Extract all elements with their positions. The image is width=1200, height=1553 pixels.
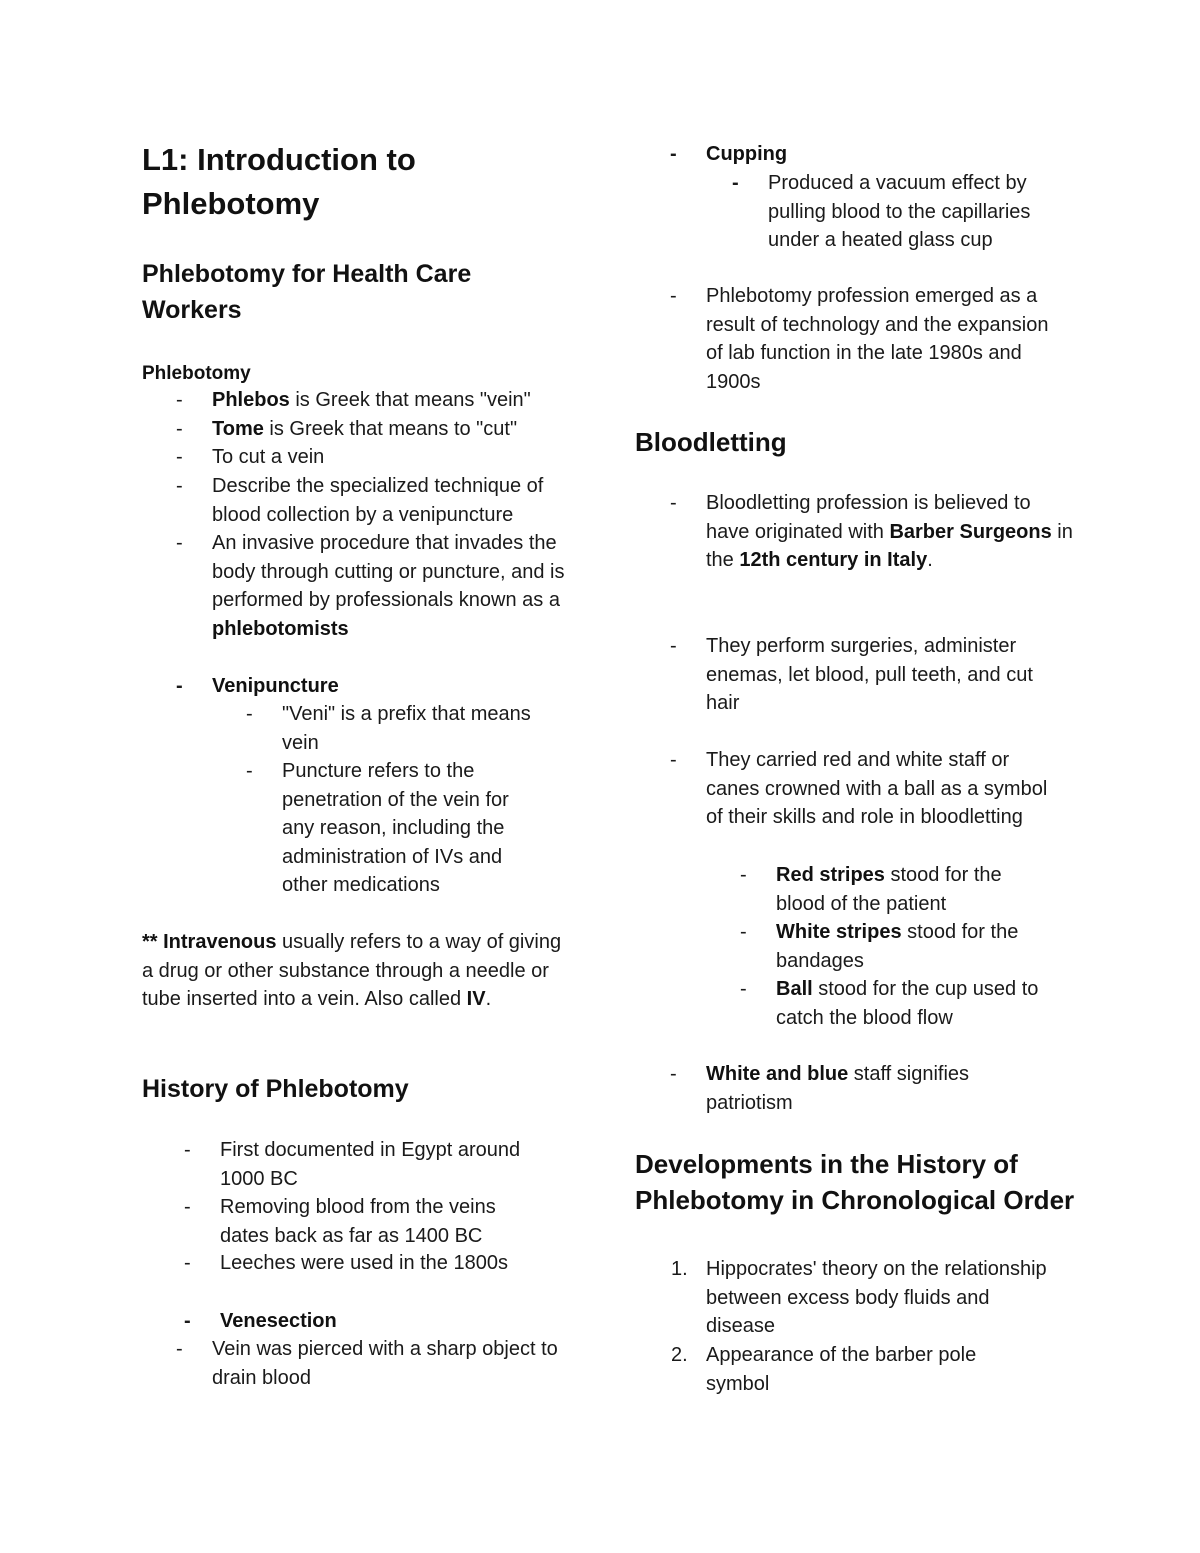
bullet-dash: -	[670, 285, 677, 307]
phlebotomy-heading: Phlebotomy	[142, 363, 251, 384]
list-item: Appearance of the barber pole symbol	[706, 1344, 977, 1395]
list-item: Phlebotomy profession emerged as a result of technology and the expansion of lab function in the late 1980s and 1900s	[706, 285, 1049, 393]
symbol-desc: stood for the blood of the patient	[776, 864, 1002, 915]
subtitle-heading: Phlebotomy for Health Care Workers	[142, 260, 472, 324]
list-number: 1.	[671, 1258, 688, 1280]
cupping-term: Cupping	[706, 143, 788, 165]
tome-definition: is Greek that means to "cut"	[263, 418, 518, 440]
venesection-term: Venesection	[220, 1310, 337, 1332]
list-item: "Veni" is a prefix that means vein	[282, 703, 531, 754]
origin-mid: in the	[706, 520, 1073, 571]
phlebos-definition: is Greek that means "vein"	[289, 389, 531, 411]
list-item	[212, 529, 572, 643]
list-item	[706, 1060, 1026, 1117]
century-term: 12th century in Italy	[739, 549, 928, 571]
list-item: Puncture refers to the penetration of the vein for any reason, including the administration of IVs and other medications	[282, 760, 509, 896]
list-item: Removing blood from the veins dates back as far as 1400 BC	[220, 1196, 496, 1247]
red-stripes-term: Red stripes	[776, 864, 885, 886]
intravenous-note	[142, 928, 562, 1014]
white-and-blue-term: White and blue	[706, 1063, 849, 1085]
list-item	[776, 918, 1056, 975]
history-heading: History of Phlebotomy	[142, 1075, 409, 1103]
bullet-dash: -	[732, 172, 739, 194]
bullet-dash: -	[176, 532, 183, 554]
bullet-dash: -	[176, 446, 183, 468]
note-body: usually refers to a way of giving a drug or other substance through a needle or tube inserted into a vein. Also called	[142, 931, 562, 1010]
list-item: Leeches were used in the 1800s	[220, 1252, 508, 1274]
list-item: They perform surgeries, administer enemas, let blood, pull teeth, and cut hair	[706, 635, 1033, 714]
bullet-dash: -	[246, 703, 253, 725]
page-title: L1: Introduction to Phlebotomy	[142, 142, 416, 221]
list-item	[212, 386, 572, 415]
bullet-dash: -	[184, 1139, 191, 1161]
bullet-dash: -	[670, 143, 677, 165]
bullet-dash: -	[184, 1252, 191, 1274]
list-item: Describe the specialized technique of blood collection by a venipuncture	[212, 475, 544, 526]
white-stripes-term: White stripes	[776, 921, 902, 943]
intravenous-term: Intravenous	[163, 931, 277, 953]
bullet-dash: -	[176, 1338, 183, 1360]
bloodletting-heading: Bloodletting	[635, 427, 787, 457]
list-number: 2.	[671, 1344, 688, 1366]
bullet-dash: -	[740, 921, 747, 943]
bullet-dash: -	[184, 1310, 191, 1332]
tome-term: Tome	[212, 418, 264, 440]
bullet-dash: -	[670, 749, 677, 771]
list-item	[706, 489, 1076, 575]
note-prefix: **	[142, 931, 164, 953]
list-item: To cut a vein	[212, 446, 325, 468]
note-end: .	[485, 988, 492, 1010]
phlebotomists-term: phlebotomists	[212, 617, 349, 640]
list-item: Produced a vacuum effect by pulling blood to the capillaries under a heated glass cup	[768, 172, 1031, 251]
ball-term: Ball	[776, 978, 813, 1000]
list-item	[776, 861, 1056, 918]
list-item: First documented in Egypt around 1000 BC	[220, 1139, 521, 1190]
developments-heading: Developments in the History of Phlebotomy in Chronological Order	[635, 1149, 1075, 1215]
cupping-label	[706, 140, 787, 169]
venesection-label	[220, 1307, 337, 1336]
bullet-dash: -	[670, 492, 677, 514]
bullet-dash: -	[176, 389, 183, 411]
bullet-dash: -	[176, 475, 183, 497]
barber-surgeons-term: Barber Surgeons	[889, 520, 1052, 543]
staff-desc: staff signifies patriotism	[706, 1063, 970, 1114]
bullet-dash: -	[176, 675, 183, 697]
bullet-dash: -	[176, 418, 183, 440]
bullet-dash: -	[740, 978, 747, 1000]
origin-text: Bloodletting profession is believed to have originated with	[706, 492, 1031, 543]
phlebos-term: Phlebos	[212, 389, 290, 411]
symbol-desc: stood for the cup used to catch the blood flow	[776, 978, 1039, 1029]
list-item: Vein was pierced with a sharp object to drain blood	[212, 1338, 558, 1389]
bullet-dash: -	[670, 1063, 677, 1085]
venipuncture-term: Venipuncture	[212, 675, 339, 697]
symbol-desc: stood for the bandages	[776, 921, 1019, 972]
list-item	[776, 975, 1056, 1032]
bullet-dash: -	[246, 760, 253, 782]
origin-end: .	[927, 549, 933, 571]
list-item	[212, 415, 572, 444]
invasive-text: An invasive procedure that invades the body through cutting or puncture, and is performed by professionals known as a	[212, 532, 565, 611]
bullet-dash: -	[670, 635, 677, 657]
list-item: They carried red and white staff or canes crowned with a ball as a symbol of their skills and role in bloodletting	[706, 749, 1048, 828]
iv-term: IV	[466, 988, 486, 1010]
bullet-dash: -	[184, 1196, 191, 1218]
list-item: Hippocrates' theory on the relationship between excess body fluids and disease	[706, 1258, 1047, 1337]
venipuncture-label	[212, 672, 339, 701]
bullet-dash: -	[740, 864, 747, 886]
